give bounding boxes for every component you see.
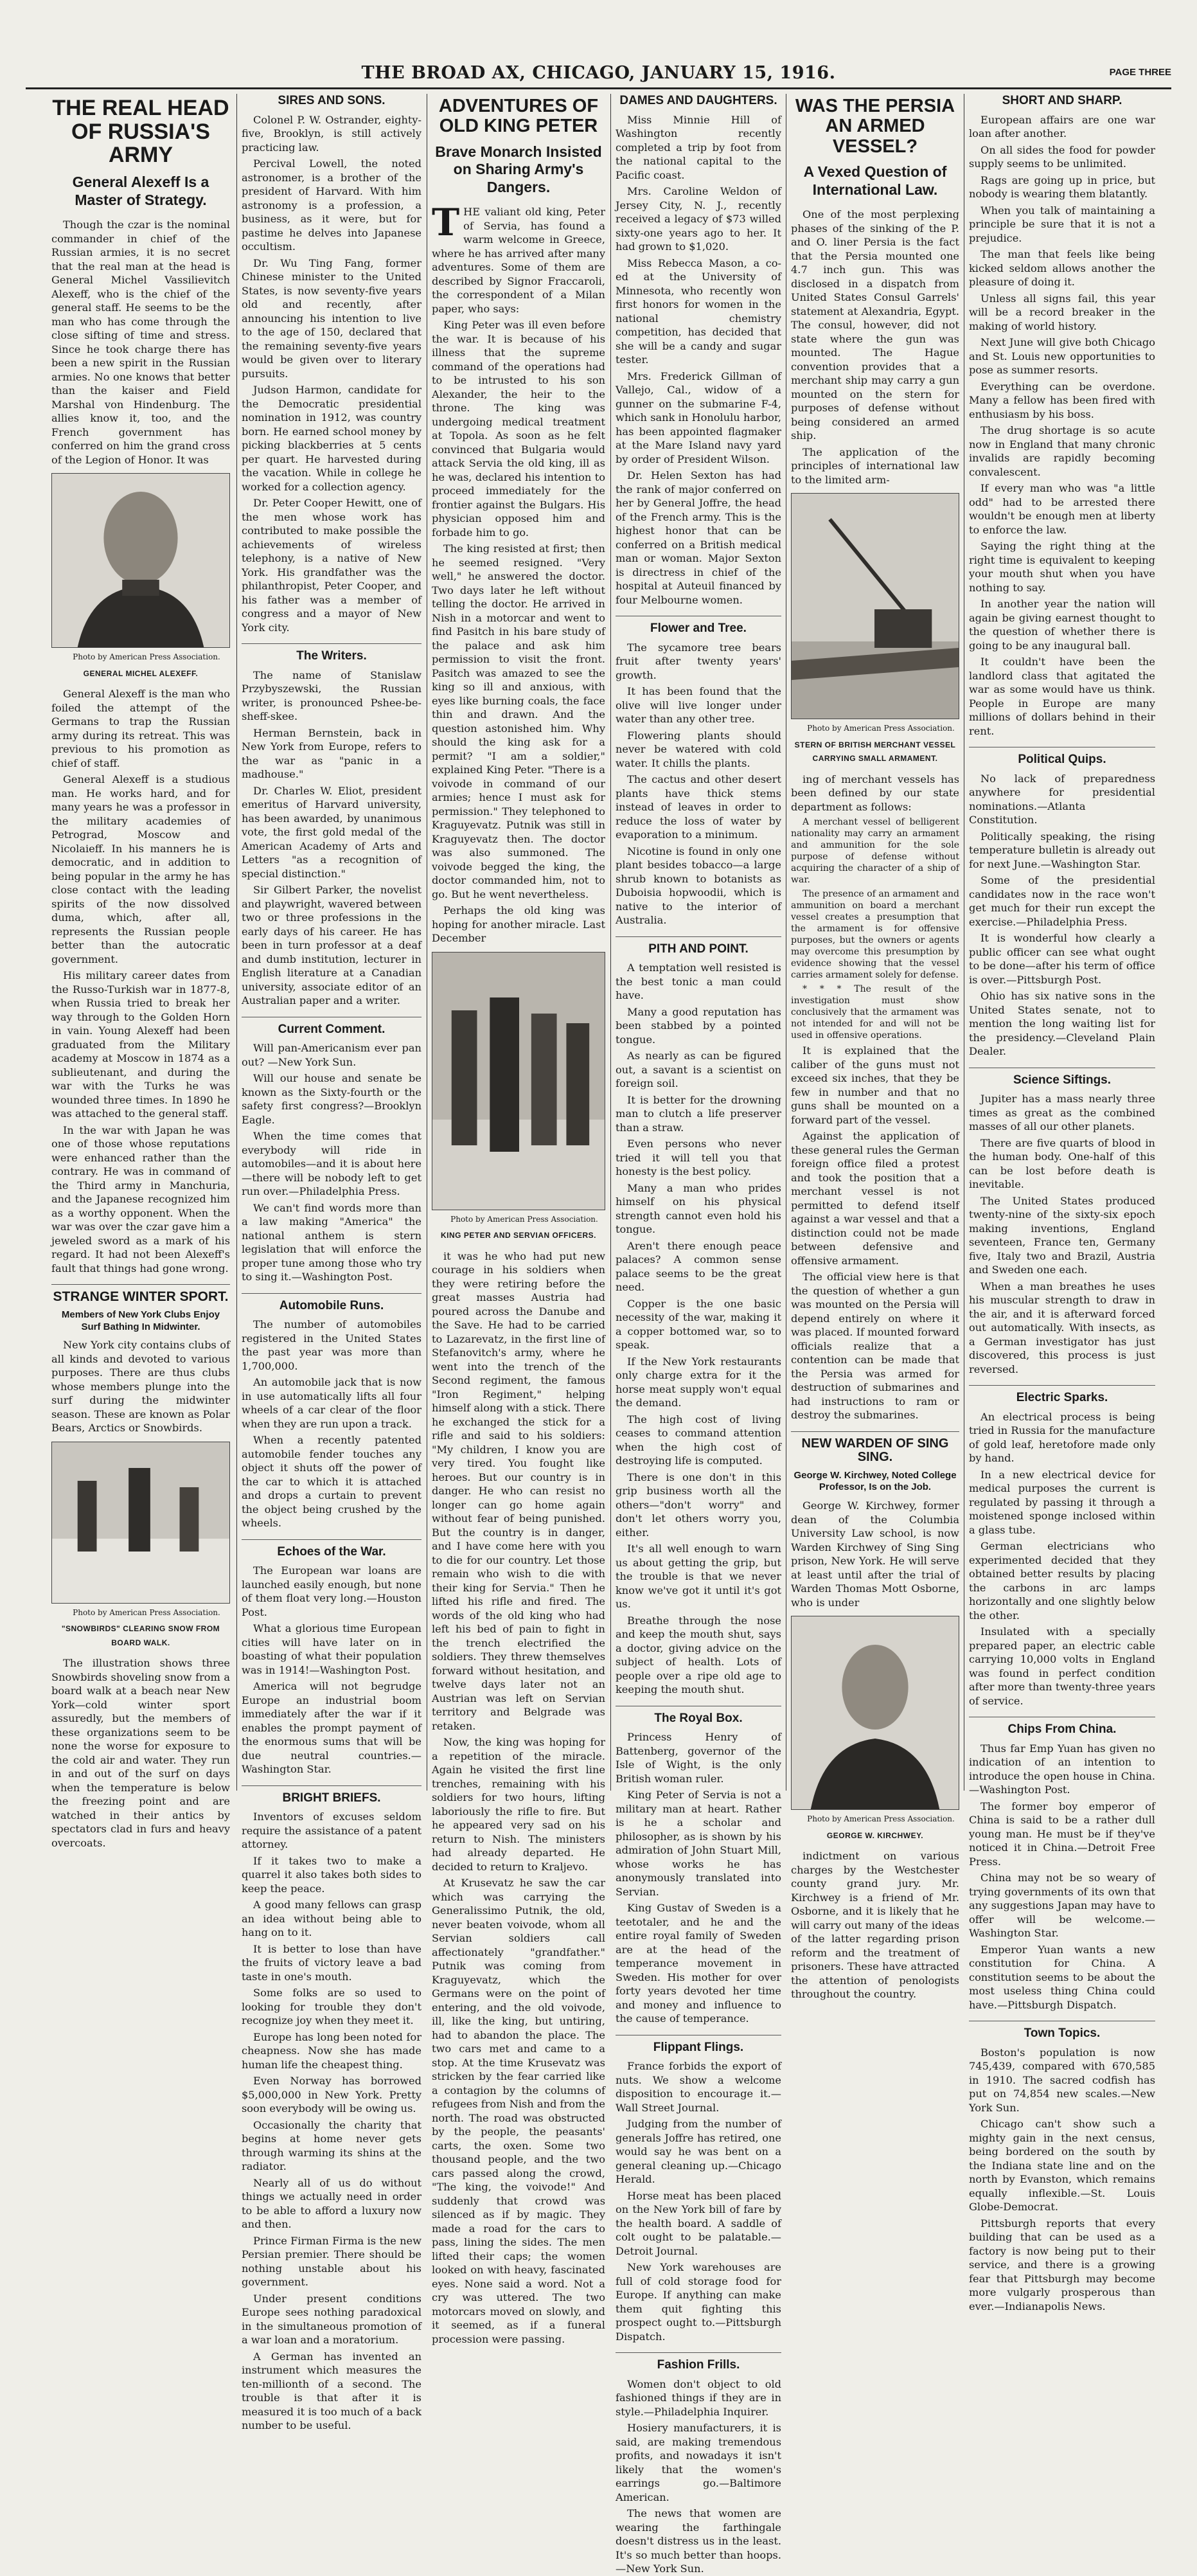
drop-cap: T — [432, 201, 460, 245]
paragraph: In a new electrical device for medical purposes the current is regulated by passing it through a moistened sponge inclosed within a glass tube. — [969, 1468, 1155, 1536]
column-2 — [242, 94, 421, 2431]
paragraph: A merchant vessel of belligerent nationality may carry an armament and ammunition for the sole purpose of defense without acquiring the character of a ship of war. — [791, 817, 959, 886]
photo-caption: GENERAL MICHEL ALEXEFF. — [83, 668, 199, 678]
paragraph: If the New York restaurants only charge extra for it the horse meat supply won't equal the demand. — [616, 1355, 781, 1409]
paragraph: Princess Henry of Battenberg, governor of the Isle of Wight, is the only British woman ruler. — [616, 1731, 781, 1785]
paragraph: It is better for the drowning man to clutch a life preserver than a straw. — [616, 1093, 781, 1134]
paragraph: It is better to lose than have the fruits of victory leave a bad taste in one's mouth. — [242, 1942, 421, 1983]
column-rule — [610, 94, 611, 1791]
paragraph: The high cost of living ceases to command attention when the high cost of destroying life is computed. — [616, 1413, 781, 1467]
paragraph: When the time comes that everybody will ride in automobiles—and it is about here—there will be nobody left to get run over.—Philadelphia Press. — [242, 1130, 421, 1197]
paragraph: The king resisted at first; then he seemed resigned. "Very well," he answered the doctor. Two days later he left without telling the doctor. He arrived in Nish in a motorcar and went to find Pasitch in his bare study of the palace and ask him permission to visit the front. Pasitch was amazed to see the king so ill and anxious, with eyes like burning coals, the face thin and drawn. And the question astonished him. Why should the king ask for a permit? "I am a soldier," explained King Peter. "There is a voivode in command of our armies; hence I must ask for permission." They telephoned to Kraguyevatz. Putnik was still in Kraguyevatz then. The doctor was also summoned. The voivode begged the king, the doctor commanded him, not to go. But he went nevertheless. — [432, 542, 605, 900]
paragraph — [432, 201, 605, 316]
paragraph: General Alexeff is the man who foiled the attempt of the Germans to trap the Russian army during its retreat. This was previous to his promotion as chief of staff. — [51, 688, 230, 769]
paragraph: Some of the presidential candidates now in the race won't get much for their run except the exercise.—Philadelphia Press. — [969, 874, 1155, 928]
paragraph: Next June will give both Chicago and St. Louis new opportunities to pose as summer resorts. — [969, 336, 1155, 376]
paragraph: It's all well enough to warn us about getting the grip, but the trouble is that we never know we've got it until it's got us. — [616, 1543, 781, 1610]
paragraph: European affairs are one war loan after another. — [969, 113, 1155, 139]
paragraph: German electricians who experimented decided that they obtained better results by placing the carbons in arc lamps horizontally and one slightly below the other. — [969, 1540, 1155, 1622]
paragraph: Ohio has six native sons in the United States senate, not to mention the long waiting list for the presidency.—Cleveland Plain Dealer. — [969, 990, 1155, 1057]
paragraph: The presence of an armament and ammunition on board a merchant vessel creates a presumption that the armament is for offensive purposes, but the owners or agents may overcome this presumption by evidence showing that the vessel carries armament solely for defense. — [791, 889, 959, 981]
column-4 — [616, 94, 781, 2575]
portrait-illustration — [52, 474, 229, 647]
paragraph: New York city contains clubs of all kinds and devoted to various purposes. There are thus clubs whose members plunge into the surf during the midwinter season. These are known as Polar Bears, Arctics or Snowbirds. — [51, 1339, 230, 1435]
article-headline-russia — [51, 96, 230, 167]
paragraph-text: HE valiant old king, Peter of Servia, has found a warm welcome in Greece, where he has arrived after many adventures. Some of them are described by Signor Fraccaroli, the correspondent of a Milan paper, who says: — [432, 206, 605, 315]
paragraph: The illustration shows three Snowbirds shoveling snow from a board walk at a beach near New York—cold winter sport assuredly, but the members of these organizations seem to be none the worse for exposure to the cold air and water. They run in and out of the surf on days when the temperature is below the freezing point and are watched in their antics by spectators clad in furs and heavy overcoats. — [51, 1657, 230, 1849]
paragraph: Aren't there enough peace palaces? A common sense palace seems to be the great need. — [616, 1239, 781, 1293]
paragraph: There is one don't in this grip business worth all the others—"don't worry" and don't let others worry you, either. — [616, 1471, 781, 1539]
paragraph: Will our house and senate be known as the Sixty-fourth or the safety first congress?—Brooklyn Eagle. — [242, 1072, 421, 1126]
photo-credit: Photo by American Press Association. — [807, 1814, 955, 1824]
paragraph: Prince Firman Firma is the new Persian premier. There should be nothing unstable about his government. — [242, 2234, 421, 2288]
paragraph: Flowering plants should never be watered with cold water. It chills the plants. — [616, 729, 781, 769]
paragraph: The name of Stanislaw Przybyszewski, the Russian writer, is pronounced Pshee-be-sheff-skee. — [242, 668, 421, 722]
paragraph: Will pan-Americanism ever pan out? —New York Sun. — [242, 1042, 421, 1068]
paragraph: indictment on various charges by the Westchester county grand jury. Mr. Kirchwey is a friend of Mr. Osborne, and it is likely that he will carry out many of the ideas of the latter regarding prison reform and the treatment of prisoners. These have attracted the attention of penologists throughout the country. — [791, 1850, 959, 2001]
paragraph: Europe has long been noted for cheapness. Now she has made human life the cheapest thing. — [242, 2030, 421, 2071]
paragraph: As nearly as can be figured out, a savant is a scientist on foreign soil. — [616, 1050, 781, 1089]
paragraph: Jupiter has a mass nearly three times as great as the combined masses of all our other planets. — [969, 1093, 1155, 1132]
paragraph: When a recently patented automobile fender touches any object it shuts off the power of the car to which it is attached and drops a curtain to prevent the object being crushed by the wheels. — [242, 1434, 421, 1529]
column-rule — [236, 94, 237, 1791]
paragraph: Politically speaking, the rising temperature bulletin is already out for next June.—Washington Star. — [969, 830, 1155, 870]
paragraph: The man that feels like being kicked seldom allows another the pleasure of doing it. — [969, 248, 1155, 288]
paragraph: An electrical process is being tried in Russia for the manufacture of gold leaf, heretofore made only by hand. — [969, 1410, 1155, 1464]
paragraph: Against the application of these general rules the German foreign office filed a protest and took the position that a merchant vessel is not permitted to defend itself against a war vessel and that a distinction could not be made between defensive and offensive armament. — [791, 1130, 959, 1267]
paragraph: it was he who had put new courage in his soldiers when they were retiring before the great masses Austria had poured across the Danube and the Save. He had to be carried to Lazarevatz, in the first line of Stefanovitch's army, where he went into the trench of the Second regiment, the famous "Iron Regiment," helping himself along with a stick. There he exchanged the stick for a rifle and said to his soldiers: "My children, I know you are very tired. You fought like heroes. But our country is in danger. He who can resist no longer can go home again without fear of being punished. But the country is in danger, and I have come here with you to die for our country. Let those remain who wish to die with their king for Servia." Then he lifted his rifle and fired. The words of the old king who had left his bed of pain to fight in the trench electrified the soldiers. They threw themselves forward without hesitation, and twelve days later not an Austrian was left on Servian territory and Belgrade was retaken. — [432, 1249, 605, 1732]
paragraph: The cactus and other desert plants have thick stems instead of leaves in order to reduce the loss of water by evaporation to a minimum. — [616, 773, 781, 841]
article-deck: Brave Monarch Insisted on Sharing Army's Dangers. — [435, 143, 602, 195]
paragraph: Dr. Peter Cooper Hewitt, one of the men whose work has contributed to make possible the achievements of wireless telephony, is a native of New York. His grandfather was the philanthropist, Peter Cooper, and his father was a member of congress and a mayor of New York city. — [242, 497, 421, 634]
section-head-automobile-runs: Automobile Runs. — [242, 1293, 421, 1313]
article-deck: General Alexeff Is a Master of Strategy. — [72, 174, 209, 208]
paragraph: His military career dates from the Russo-Turkish war in 1877-8, when Russia tried to break her way through to the Golden Horn in vain. Young Alexeff had been graduated from the Military academy at Moscow in 1874 as a sublieutenant, and during the war with the Turks he was wounded three times. In 1890 he was attached to the general staff. — [51, 969, 230, 1120]
photo-caption: STERN OF BRITISH MERCHANT VESSEL CARRYING SMALL ARMAMENT. — [794, 740, 956, 764]
paragraph: It is wonderful how clearly a public officer can see what ought to be done—after his term of office is over.—Pittsburgh Post. — [969, 932, 1155, 986]
article-headline-persia — [791, 96, 959, 157]
photo-credit: Photo by American Press Association. — [73, 1607, 220, 1617]
section-head-electric-sparks: Electric Sparks. — [969, 1385, 1155, 1405]
paragraph: Even Norway has borrowed $5,000,000 in New York. Pretty soon everybody will be owing us. — [242, 2075, 421, 2115]
photo-king-peter — [432, 952, 605, 1210]
section-subdeck: George W. Kirchwey, Noted College Professor, Is on the Job. — [794, 1469, 957, 1493]
paragraph: When you talk of maintaining a principle be sure that it is not a prejudice. — [969, 204, 1155, 244]
paragraph: In the war with Japan he was one of those whose reputations were enhanced rather than the contrary. He was in command of the Third army in Manchuria, and the Japanese recognized him as a worthy opponent. When the war was over the czar gave him a jeweled sword as a mark of his regard. It had not been Alexeff's fault that things had gone wrong. — [51, 1123, 230, 1275]
kirchwey-portrait — [792, 1616, 959, 1809]
paragraph: General Alexeff is a studious man. He works hard, and for many years he was a professor in the military academies of Petrograd, Moscow and Nicolaieff. In his manners he is democratic, and in addition to being popular in the army he has close contact with the leading spirits of the now dissolved duma, which, after all, represents the Russian people better than the autocratic government. — [51, 773, 230, 965]
paragraph: Even persons who never tried it will tell you that honesty is the best policy. — [616, 1138, 781, 1177]
paragraph: Inventors of excuses seldom require the assistance of a patent attorney. — [242, 1811, 421, 1850]
snowbirds-illustration — [52, 1442, 229, 1603]
paragraph: The number of automobiles registered in the United States the past year was more than 1,700,000. — [242, 1318, 421, 1372]
page-number: PAGE THREE — [1109, 67, 1171, 78]
paragraph: Colonel P. W. Ostrander, eighty-five, Brooklyn, is still actively practicing law. — [242, 113, 421, 154]
paragraph: Boston's population is now 745,439, compared with 670,585 in 1910. The sacred codfish has put on 74,854 new scales.—New York Sun. — [969, 2046, 1155, 2114]
paragraph: Women don't object to old fashioned things if they are in style.—Philadelphia Inquirer. — [616, 2377, 781, 2418]
section-head-sires: SIRES AND SONS. — [278, 94, 386, 107]
paragraph: Some folks are so used to looking for trouble they don't recognize joy when they meet it. — [242, 1987, 421, 2026]
photo-merchant-vessel — [791, 493, 959, 719]
paragraph: Many a man who prides himself on his physical strength cannot even hold his tongue. — [616, 1181, 781, 1235]
paragraph: George W. Kirchwey, former dean of the Columbia University Law school, is now Warden Kirchwey of Sing Sing prison, New York. He will serve at least until after the trial of Warden Thomas Mott Osborne, who is under — [791, 1499, 959, 1609]
paragraph: China may not be so weary of trying governments of its own that any suggestions Japan may have to offer will be welcome.—Washington Star. — [969, 1872, 1155, 1939]
paragraph: On all sides the food for powder supply seems to be unlimited. — [969, 143, 1155, 170]
section-head-royal-box: The Royal Box. — [616, 1706, 781, 1726]
paragraph: If every man who was "a little odd" had to be arrested there wouldn't be enough men at liberty to enforce the law. — [969, 482, 1155, 536]
section-head-short-sharp: SHORT AND SHARP. — [1002, 94, 1122, 107]
paragraph: Breathe through the nose and keep the mouth shut, says a doctor, giving advice on the subject of health. Lots of people over a ripe old age to keeping the mouth shut. — [616, 1614, 781, 1695]
paragraph: There are five quarts of blood in the human body. One-half of this can be lost before death is inevitable. — [969, 1136, 1155, 1190]
column-6 — [969, 94, 1155, 2312]
paragraph: The drug shortage is so acute now in England that many chronic invalids are rapidly becoming convalescent. — [969, 424, 1155, 478]
paragraph: Copper is the one basic necessity of the war, making it a copper bottomed war, so to speak. — [616, 1297, 781, 1351]
paragraph: Emperor Yuan wants a new constitution for China. A constitution seems to be about the most useless thing China could have.—Pittsburgh Dispatch. — [969, 1943, 1155, 2011]
paragraph: The sycamore tree bears fruit after twenty years' growth. — [616, 641, 781, 681]
ship-illustration — [792, 494, 959, 719]
paragraph: King Peter of Servia is not a military man at heart. Rather is he a scholar and philosopher, as is shown by his admiration of John Stuart Mill, whose works he has anonymously translated into Servian. — [616, 1789, 781, 1898]
section-head-writers: The Writers. — [242, 643, 421, 663]
paragraph: France forbids the export of nuts. We show a welcome disposition to encourage it.—Wall Street Journal. — [616, 2060, 781, 2114]
paragraph: Everything can be overdone. Many a fellow has been fired with enthusiasm by his boss. — [969, 380, 1155, 420]
photo-credit: Photo by American Press Association. — [450, 1214, 598, 1224]
paragraph: It couldn't have been the landlord class that agitated the war as some would have us think. People in Europe are many millions of dollars behind in their rent. — [969, 656, 1155, 737]
paragraph: When a man breathes he uses his muscular strength to draw in the air, and it is afterward forced out automatically. With insects, as a German investigator has just discovered, this process is just reversed. — [969, 1280, 1155, 1375]
paragraph: At Krusevatz he saw the car which was carrying the Generalissimo Putnik, the old, never beaten voivode, whom all Servian soldiers call affectionately "grandfather." Putnik was coming from Kraguyevatz, which the Germans were on the point of entering, and the old voivode, ill, like the king, but untiring, had to abandon the place. The two cars met and came to a stop. At the time Krusevatz was stricken by the fear carried like a contagion by the columns of refugees from Nish and from the north. The road was obstructed by the people, the peasants' carts, the oxen. Some two thousand people, and the two cars passed along the crowd, "The king, the voivode!" And suddenly that crowd was silenced as if by magic. They made a road for the cars to pass, lining the sides. The men lifted their caps; the women looked on with heavy, fascinated eyes. None said a word. Not a cry was uttered. The two motorcars moved on slowly, and it seemed, as if a funeral procession were passing. — [432, 1877, 605, 2345]
paragraph: Herman Bernstein, back in New York from Europe, refers to the war as "panic in a madhouse." — [242, 726, 421, 780]
paragraph: Thus far Emp Yuan has given no indication of an intention to introduce the open house in China.—Washington Post. — [969, 1742, 1155, 1796]
paragraph: If it takes two to make a quarrel it also takes both sides to keep the peace. — [242, 1854, 421, 1895]
section-head-flower-tree: Flower and Tree. — [616, 616, 781, 636]
paragraph: Mrs. Frederick Gillman of Vallejo, Cal., widow of a gunner on the submarine F-4, which sank in Honolulu harbor, has been appointed flagmaker at the Mare Island navy yard by order of President Wilson. — [616, 370, 781, 465]
headline-line: WAS THE PERSIA — [795, 96, 955, 116]
paragraph: Under present conditions Europe sees nothing paradoxical in the simultaneous promotion of a war loan and a moratorium. — [242, 2292, 421, 2346]
paragraph: * * * The result of the investigation must show conclusively that the armament was not intended for and will not be used in offensive operations. — [791, 984, 959, 1041]
paragraph: The news that women are wearing the farthingale doesn't distress us in the least. It's so much better than hoops.—New York Sun. — [616, 2507, 781, 2575]
paragraph: Though the czar is the nominal commander in chief of the Russian armies, it is no secret that the real man at the head is General Michel Vassilievitch Alexeff, who is the chief of the general staff. He seems to be the man who has come through the close sifting of time and stress. Since he took charge there has been a new spirit in the Russian armies. No one knows that better than the kaiser and Field Marshal von Hindenburg. The allies know it, too, and the French government has conferred on him the grand cross of the Legion of Honor. It was — [51, 219, 230, 466]
section-head-flippant-flings: Flippant Flings. — [616, 2035, 781, 2055]
paragraph: Judging from the number of generals Joffre has retired, one would say he was bent on a general cleaning up.—Chicago Herald. — [616, 2118, 781, 2185]
paragraph: Hosiery manufacturers, it is said, are making tremendous profits, and nowadays it isn't likely that the women's earrings go.—Baltimore American. — [616, 2422, 781, 2503]
paragraph: Rags are going up in price, but nobody is wearing them blatantly. — [969, 174, 1155, 200]
paragraph: Nearly all of us do without things we actually need in order to be able to afford a luxury now and then. — [242, 2176, 421, 2230]
section-head-current-comment: Current Comment. — [242, 1017, 421, 1037]
article-deck: A Vexed Question of International Law. — [803, 163, 947, 198]
photo-general-alexeff — [51, 473, 230, 648]
paragraph: Occasionally the charity that begins at home never gets through warming its shins at the radiator. — [242, 2118, 421, 2172]
paragraph: One of the most perplexing phases of the sinking of the P. and O. liner Persia is the fact that the Persia mounted one 4.7 inch gun. This was disclosed in a dispatch from United States Consul Garrels' statement at Alexandria, Egypt. The consul, however, did not state where the gun was mounted. The Hague convention provides that a merchant ship may carry a gun mounted on the stern for purposes of defense without being considered an armed ship. — [791, 208, 959, 442]
paragraph: The United States produced twenty-nine of the sixty-six epoch making inventions, England seventeen, France ten, Germany five, Italy two and Brazil, Austria and Sweden one each. — [969, 1194, 1155, 1276]
photo-credit: Photo by American Press Association. — [807, 724, 955, 733]
paragraph: We can't find words more than a law making "America" the national anthem is stern legislation that will enforce the proper tune among those who try to sing it.—Washington Post. — [242, 1201, 421, 1283]
paragraph: The official view here is that the question of whether a gun was mounted on the Persia will depend entirely on where it was placed. If mounted forward officials realize that a contention can be made that the Persia was armed for destruction of submarines and had instructions to ram or destroy the submarines. — [791, 1271, 959, 1422]
section-head-bright-briefs: BRIGHT BRIEFS. — [242, 1785, 421, 1805]
paragraph: Judson Harmon, candidate for the Democratic presidential nomination in 1912, was country born. He earned school money by picking blackberries at 5 cents per quart. He harvested during the vacation. While in college he worked for a collection agency. — [242, 384, 421, 493]
column-3 — [432, 94, 605, 2345]
headline-line: THE REAL HEAD — [52, 96, 229, 120]
paragraph: Now, the king was hoping for a repetition of the miracle. Again he visited the first line trenches, remaining with his soldiers for two hours, lifting laboriously the rifle to fire. But he appeared very sad on his return to Nish. The ministers had already departed. He decided to return to Kraljevo. — [432, 1736, 605, 1873]
section-head-sing-sing: NEW WARDEN OF SING SING. — [791, 1431, 959, 1465]
photo-caption: KING PETER AND SERVIAN OFFICERS. — [440, 1231, 597, 1240]
paragraph: Percival Lowell, the noted astronomer, is a brother of the president of Harvard. With him astronomy is a profession, a business, as it were, but for pastime he delves into Japanese occultism. — [242, 157, 421, 253]
paragraph: Nicotine is found in only one plant besides tobacco—a large shrub known to botanists as Duboisia hopwoodii, which is native to the interior of Australia. — [616, 845, 781, 926]
section-head-chips-from-china: Chips From China. — [969, 1717, 1155, 1737]
paragraph: Dr. Charles W. Eliot, president emeritus of Harvard university, has been awarded, by unanimous vote, the first gold medal of the American Academy of Arts and Letters "as a recognition of special distinction." — [242, 784, 421, 880]
paragraph: In another year the nation will again be giving earnest thought to the question of whether there is going to be any inaugural ball. — [969, 598, 1155, 652]
section-head-winter-sport: STRANGE WINTER SPORT. — [51, 1284, 230, 1304]
paragraph: A German has invented an instrument which measures the ten-millionth of a second. The trouble is that after it is measured it is too much of a back number to be useful. — [242, 2350, 421, 2431]
paragraph: Sir Gilbert Parker, the novelist and playwright, wavered between two or three professions in the early days of his career. He has been in turn professor at a deaf and dumb institution, lecturer in English literature at a Canadian university, associate editor of an Australian paper and a writer. — [242, 884, 421, 1006]
photo-snowbirds — [51, 1442, 230, 1604]
section-head-science-siftings: Science Siftings. — [969, 1068, 1155, 1087]
article-headline-king-peter — [432, 96, 605, 137]
paragraph: No lack of preparedness anywhere for presidential nominations.—Atlanta Constitution. — [969, 772, 1155, 826]
column-5 — [791, 94, 959, 2001]
section-head-dames: DAMES AND DAUGHTERS. — [619, 94, 777, 107]
paragraph: A temptation well resisted is the best tonic a man could have. — [616, 962, 781, 1001]
paragraph: Unless all signs fail, this year will be a record breaker in the making of world history. — [969, 292, 1155, 332]
headline-line: ADVENTURES OF — [438, 96, 599, 116]
paragraph: Dr. Wu Ting Fang, former Chinese minister to the United States, is now seventy-five years old and recently, after announcing his intention to live to the age of 150, declared that the remaining seventy-five years would be given over to literary pursuits. — [242, 256, 421, 380]
photo-caption: GEORGE W. KIRCHWEY. — [826, 1830, 924, 1840]
paragraph: America will not begrudge Europe an industrial boom immediately after the war if it enables the prompt payment of the enormous sums that will be due neutral countries.—Washington Star. — [242, 1680, 421, 1775]
paragraph: Pittsburgh reports that every building that can be used as a factory is now being put to their service, and there is a growing fear that Pittsburgh may become more vulgarly prosperous than ever.—Indianapolis News. — [969, 2217, 1155, 2312]
masthead — [26, 62, 1171, 89]
paragraph: ing of merchant vessels has been defined by our state department as follows: — [791, 773, 959, 813]
paragraph: Mrs. Caroline Weldon of Jersey City, N. J., recently received a legacy of $73 willed sixty-one years ago to her. It had grown to $1,020. — [616, 185, 781, 253]
paragraph: Saying the right thing at the right time is equivalent to keeping your mouth shut when you have nothing to say. — [969, 540, 1155, 594]
paragraph: It is explained that the caliber of the guns must not exceed six inches, that they be few in number and that no guns shall be mounted on a forward part of the vessel. — [791, 1044, 959, 1126]
paragraph: Insulated with a specially prepared paper, an electric cable carrying 10,000 volts in England was found in perfect condition after more than twenty-three years of service. — [969, 1625, 1155, 1707]
section-head-town-topics: Town Topics. — [969, 2021, 1155, 2041]
paragraph: New York warehouses are full of cold storage food for Europe. If anything can make them quit fighting this prospect ought to.—Pittsburgh Dispatch. — [616, 2261, 781, 2343]
section-head-political-quips: Political Quips. — [969, 747, 1155, 767]
section-head-fashion-frills: Fashion Frills. — [616, 2352, 781, 2372]
paragraph: King Gustav of Sweden is a teetotaler, and he and the entire royal family of Sweden are at the head of the temperance movement in Sweden. His mother for over forty years devoted her time and money and influence to the cause of temperance. — [616, 1902, 781, 2025]
paragraph: An automobile jack that is now in use automatically lifts all four wheels of a car clear of the floor when they are run upon a track. — [242, 1376, 421, 1430]
section-subdeck: Members of New York Clubs Enjoy Surf Bathing In Midwinter. — [61, 1309, 220, 1332]
paragraph: The European war loans are launched easily enough, but none of them float very long.—Houston Post. — [242, 1564, 421, 1618]
paragraph: Many a good reputation has been stabbed by a pointed tongue. — [616, 1005, 781, 1046]
section-head-echoes-of-war: Echoes of the War. — [242, 1539, 421, 1559]
paragraph: A good many fellows can grasp an idea without being able to hang on to it. — [242, 1899, 421, 1938]
masthead-title: THE BROAD AX, CHICAGO, JANUARY 15, 1916. — [361, 63, 836, 83]
photo-caption: "SNOWBIRDS" CLEARING SNOW FROM BOARD WALK. — [61, 1624, 220, 1647]
paragraph: Horse meat has been placed on the New York bill of fare by the health board. A saddle of colt ought to be palatable.—Detroit Journal. — [616, 2189, 781, 2257]
paragraph: Dr. Helen Sexton has had the rank of major conferred on her by General Joffre, the head of the French army. This is the highest honor that can be conferred on a British medical man or woman. Major Sexton is directress in chief of the hospital at Auteuil financed by four Melbourne women. — [616, 469, 781, 606]
paragraph: The application of the principles of international law to the limited arm- — [791, 445, 959, 486]
photo-credit: Photo by American Press Association. — [73, 652, 220, 662]
king-peter-illustration — [432, 953, 605, 1210]
paragraph: Miss Minnie Hill of Washington recently completed a trip by foot from the national capital to the Pacific coast. — [616, 113, 781, 181]
paragraph: Chicago can't show such a mighty gain in the next census, being bordered on the south by the Indiana state line and on the north by Evanston, which remains equally inflexible.—St. Louis Globe-Democrat. — [969, 2118, 1155, 2213]
paragraph: What a glorious time European cities will have later on in boasting of what their population was in 1914!—Washington Post. — [242, 1622, 421, 1676]
paragraph: It has been found that the olive will live longer under water than any other tree. — [616, 685, 781, 725]
paragraph: King Peter was ill even before the war. It is because of his illness that the supreme command of the operations had to be intrusted to his son Alexander, the heir to the throne. The king was undergoing medical treatment at Topola. As soon as he felt convinced that Bulgaria would attack Servia the old king, ill as he was, declared his intention to proceed immediately for the frontier against the Bulgars. His physician opposed him and forbade him to go. — [432, 319, 605, 539]
paragraph: Perhaps the old king was hoping for another miracle. Last December — [432, 904, 605, 945]
photo-kirchwey — [791, 1616, 959, 1810]
headline-line: OF RUSSIA'S ARMY — [71, 119, 210, 168]
headline-line: AN ARMED VESSEL? — [825, 116, 925, 157]
paragraph: Miss Rebecca Mason, a co-ed at the University of Minnesota, who recently won first honors for women in the national chemistry competition, has decided that she will be a candy and sugar tester. — [616, 256, 781, 366]
paragraph: The former boy emperor of China is said to be a rather dull young man. He must be if they've noticed it in China.—Detroit Free Press. — [969, 1800, 1155, 1868]
column-1 — [51, 94, 230, 1849]
headline-line: OLD KING PETER — [439, 116, 598, 137]
section-head-pith-point: PITH AND POINT. — [616, 936, 781, 956]
